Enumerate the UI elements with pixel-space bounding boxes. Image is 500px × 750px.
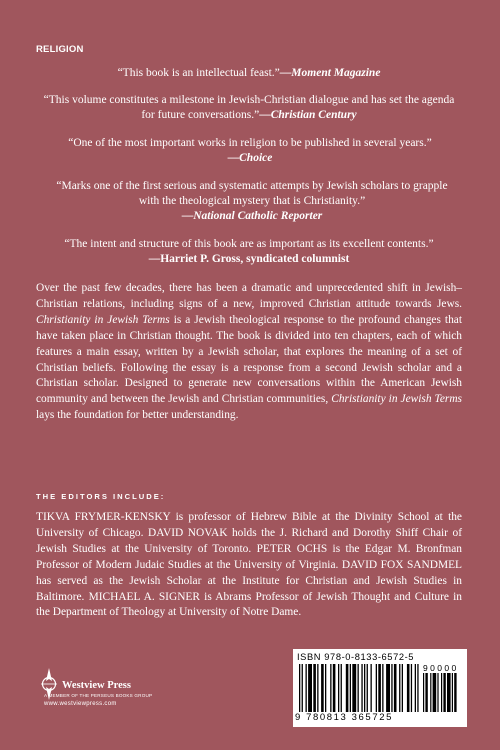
barcode-bar [407,664,410,712]
quote-source: Christian Century [270,109,357,121]
barcode-bar [346,664,349,712]
category-label: RELIGION [36,44,84,55]
quote-source: Moment Magazine [291,67,381,79]
barcode-bar [425,673,427,712]
quote-5: “The intent and structure of this book are as important as its excellent contents.” —Harriet P. Gross, syndicated columnist [64,238,434,265]
quote-source: Harriet P. Gross, syndicated columnist [160,253,350,265]
barcode-bar [330,664,331,712]
barcode-bar [367,664,368,712]
barcode-bar [454,673,456,712]
barcode-bar [308,664,312,712]
barcode-bar [452,673,453,712]
barcode-bar [394,664,397,712]
book-description: Over the past few decades, there has been a dramatic and unprecedented shift in Jewish–Christian relations, including signs of a new, improved Christian attitude towards Jews. Christianity in Jewish Terms is a Jewish theological response to the profound changes that have taken place in Christian thought. The book is divided into ten chapters, each of which features a main essay, written by a Jewish scholar, that explores the meaning of a set of Christian beliefs. Following the essay is a response from a second Jewish scholar and a Christian scholar. Designed to generate new conversations within the American Jewish community and between the Jewish and Christian communities, Christianity in Jewish Terms lays the foundation for better understanding. [36,282,462,422]
barcode-bar [391,664,392,712]
quote-4: “Marks one of the first serious and systematic attempts by Jewish scholars to grapple with the theological mystery that is Christianity.” —National Catholic Reporter [56,180,448,222]
quote-2: “This volume constitutes a milestone in Jewish-Christian dialogue and has set the agenda for future conversations.”—Christian Century [43,94,455,121]
book-title: Christianity in Jewish Terms [36,313,170,326]
barcode-bar [317,664,318,712]
barcode-bar [361,664,362,712]
isbn-barcode [293,649,467,727]
barcode-bars [299,664,419,712]
book-title: Christianity in Jewish Terms [331,393,462,406]
barcode-bar [338,664,339,712]
barcode-bar [341,664,342,712]
barcode-addon-digits: 90000 [423,663,459,673]
barcode-bar [299,664,300,712]
quote-text: “This volume constitutes a milestone in Jewish-Christian dialogue and has set the agenda for future conversations.” [43,94,455,121]
publisher-url[interactable]: www.westviewpress.com [44,701,117,707]
isbn-label: ISBN 978-0-8133-6572-5 [297,652,415,662]
barcode-bar [358,664,359,712]
barcode-bar [441,673,442,712]
publisher-tagline: A MEMBER OF THE PERSEUS BOOKS GROUP [44,693,153,698]
barcode-bar [430,673,431,712]
barcode-bar [399,664,400,712]
barcode-bar [415,664,416,712]
barcode-bar [376,664,377,712]
barcode-bar [321,664,324,712]
publisher-name: Westview Press [62,680,131,691]
barcode-bar [447,673,451,712]
quote-text: “This book is an intellectual feast.” [117,67,280,79]
barcode-bar [350,664,351,712]
barcode-bar [417,664,418,712]
barcode-bar [423,673,424,712]
quote-text: “One of the most important works in religion to be published in several years.” [68,137,432,149]
quote-1: “This book is an intellectual feast.”—Moment Magazine [117,67,381,79]
barcode-bar [378,664,381,712]
quote-text: “The intent and structure of this book are as important as its excellent contents.” [64,238,434,250]
barcode-bar [364,664,365,712]
barcode-bar [306,664,307,712]
editors-heading: THE EDITORS INCLUDE: [36,492,166,501]
barcode-bar [433,673,437,712]
barcode-bar [386,664,390,712]
quote-text: “Marks one of the first serious and systematic attempts by Jewish scholars to grapple with the theological mystery that is Christianity.” [56,180,448,207]
quote-3: “One of the most important works in religion to be published in several years.” —Choice [68,137,432,164]
barcode-digits: 9 780813 365725 [295,712,393,723]
publisher-logo [36,666,196,716]
barcode-bar [313,664,316,712]
barcode-bar [333,664,336,712]
barcode-bar [411,664,412,712]
barcode-bar [382,664,383,712]
barcode-bar [302,664,303,712]
barcode-bar [371,664,372,712]
quote-source: National Catholic Reporter [193,210,323,222]
barcode-addon-bars [423,673,463,712]
barcode-bar [443,673,445,712]
barcode-bar [402,664,403,712]
barcode-bar [352,664,356,712]
quote-source: Choice [239,152,273,164]
barcode-bar [325,664,326,712]
barcode-bar [437,673,438,712]
editors-bios: TIKVA FRYMER-KENSKY is professor of Hebrew Bible at the Divinity School at the University of Chicago. DAVID NOVAK holds the J. Richard and Dorothy Shiff Chair of Jewish Studies at the University of Toronto. PETER OCHS is the Edgar M. Bronfman Professor of Modern Judaic Studies at the University of Virginia. DAVID FOX SANDMEL has served as the Jewish Scholar at the Institute for Christian and Jewish Studies in Baltimore. MICHAEL A. SIGNER is Abrams Professor of Jewish Thought and Culture in the Department of Theology at University of Notre Dame. [36,511,462,619]
